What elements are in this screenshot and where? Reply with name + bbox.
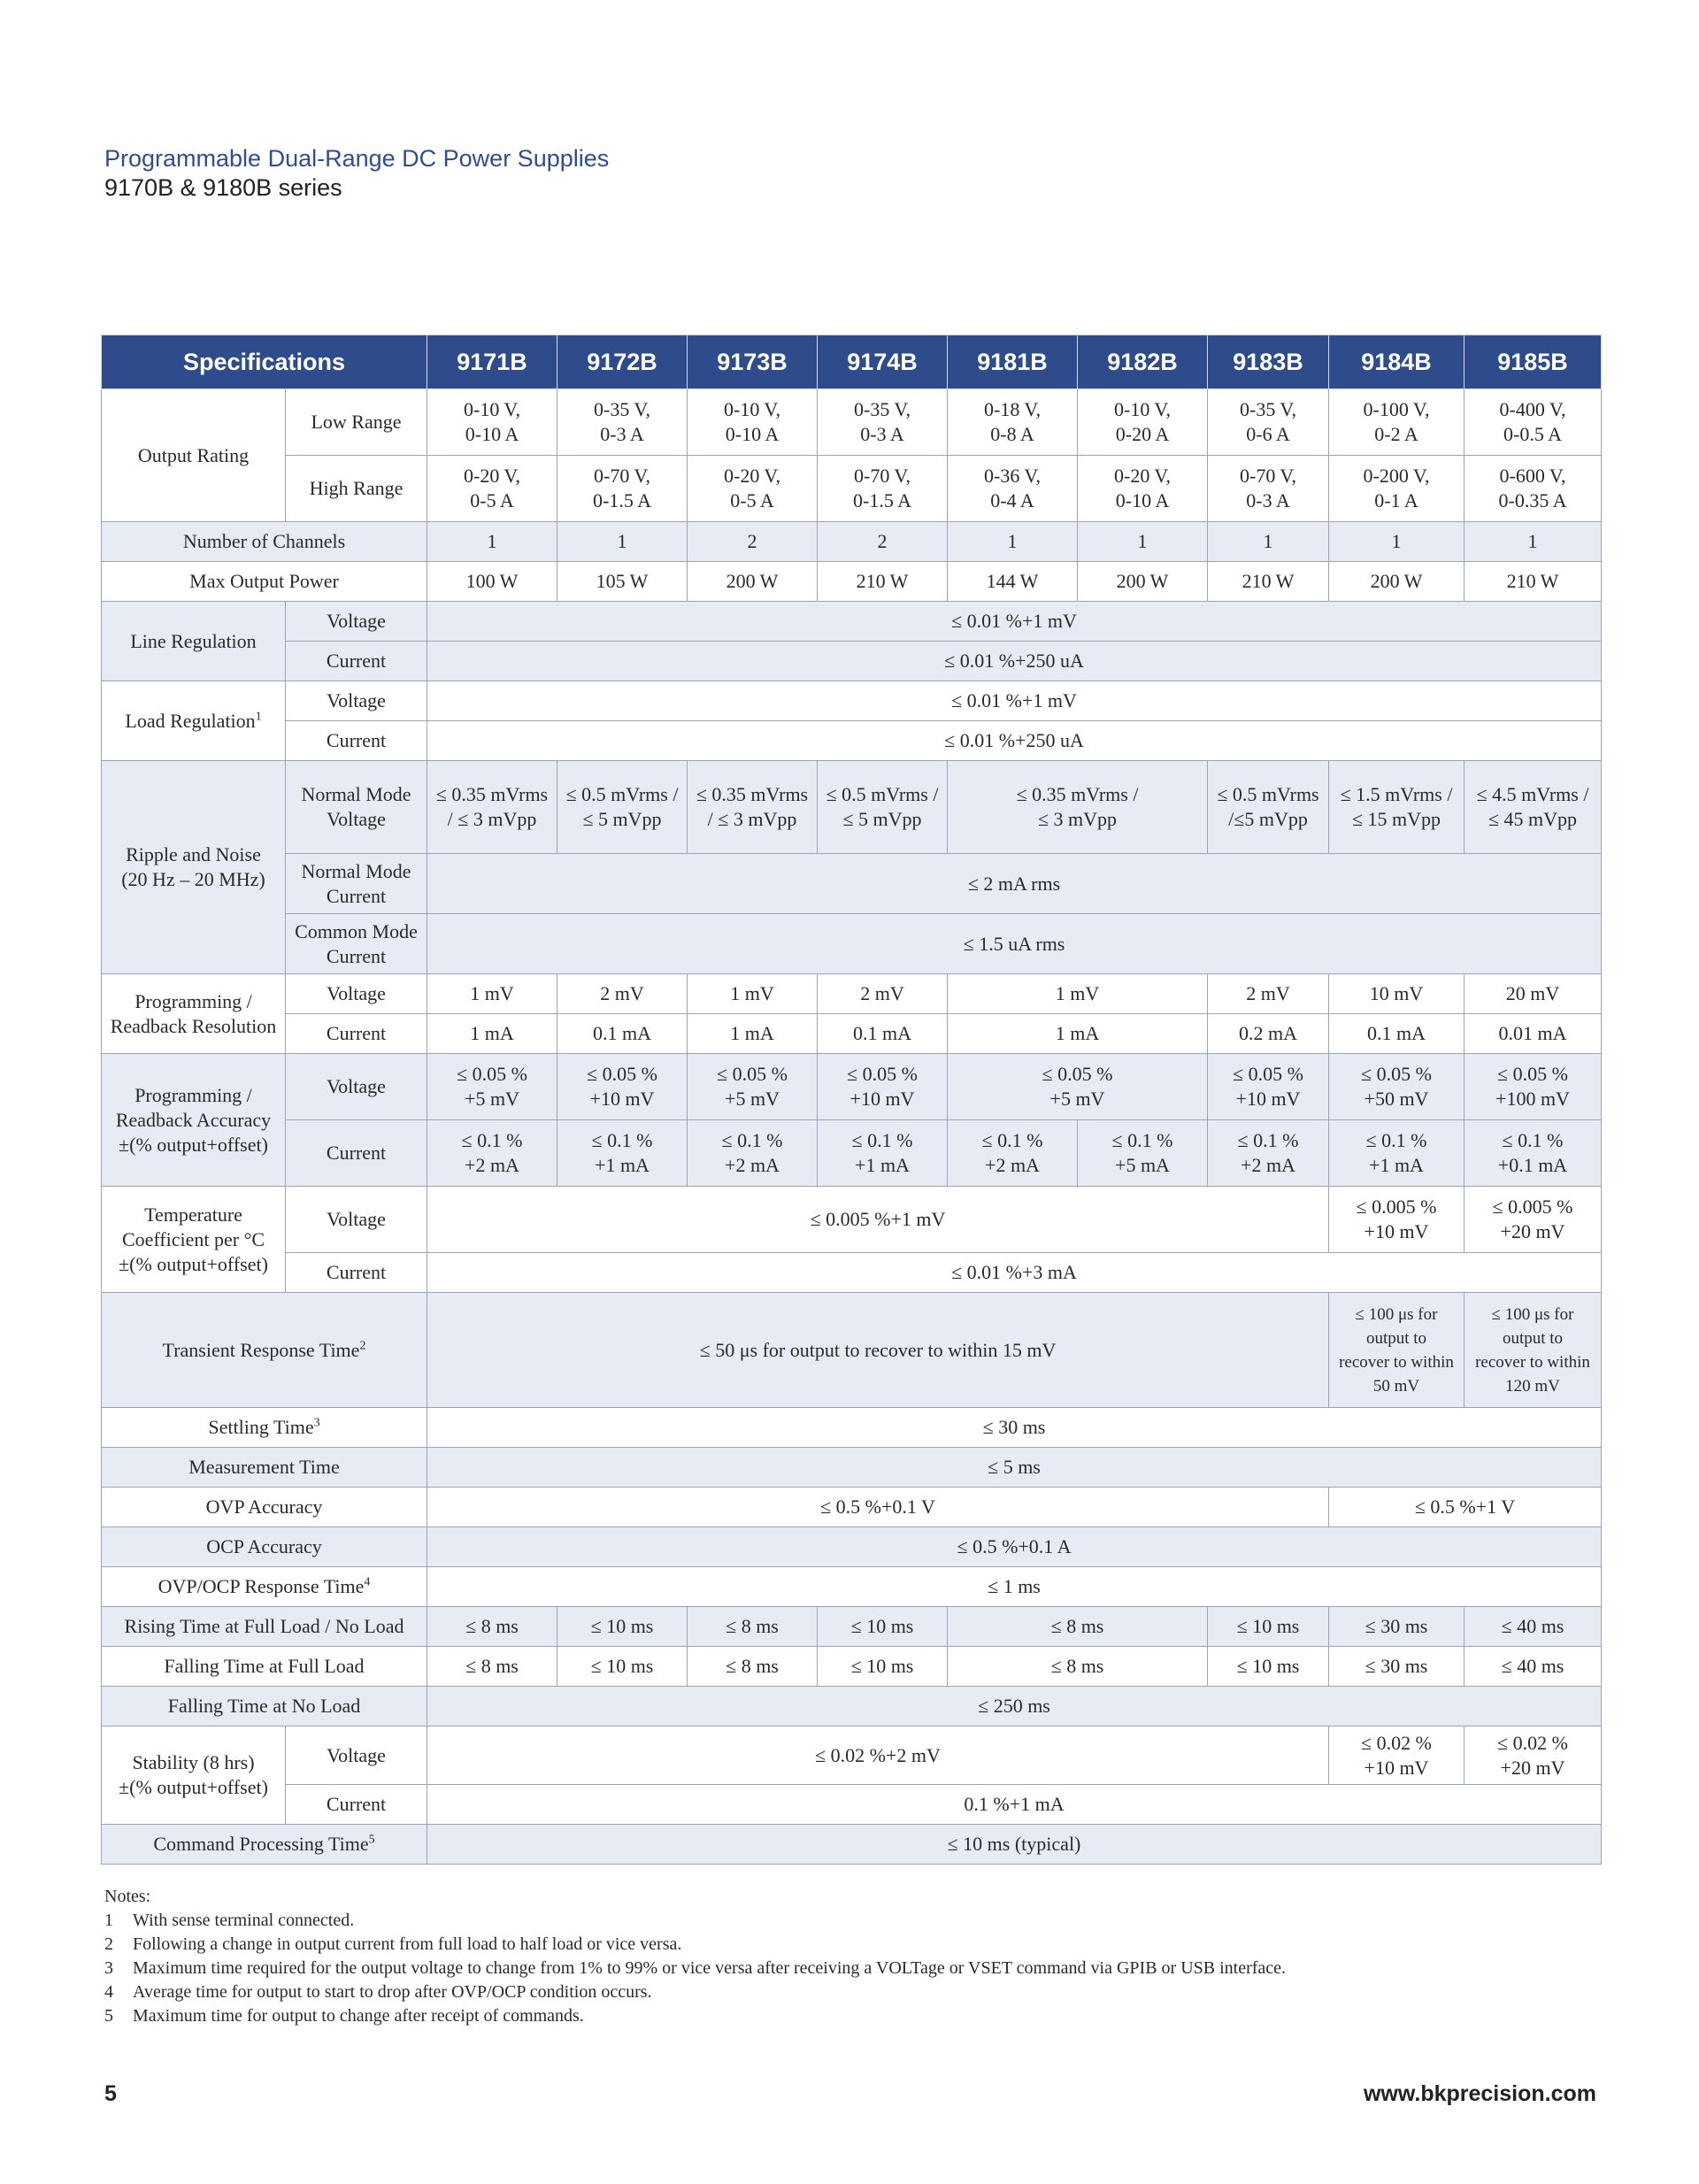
table-cell: 0-70 V, 0-1.5 A — [557, 456, 688, 522]
table-cell: ≤ 0.05 % +10 mV — [1208, 1054, 1329, 1120]
table-cell: ≤ 8 ms — [427, 1647, 557, 1687]
table-row — [102, 681, 1602, 721]
row-label-ovp: OVP Accuracy — [102, 1488, 427, 1527]
row-label-ripple-noise: Ripple and Noise (20 Hz – 20 MHz) — [102, 761, 286, 974]
table-cell: 0-400 V, 0-0.5 A — [1465, 389, 1602, 456]
note-item: 5 Maximum time for output to change after receipt of commands. — [104, 2006, 584, 2026]
table-cell: 0-35 V, 0-3 A — [818, 389, 948, 456]
table-cell: ≤ 0.1 % +2 mA — [948, 1120, 1078, 1187]
table-row — [102, 1253, 1602, 1293]
sub-label: Low Range — [286, 389, 427, 456]
table-cell: ≤ 0.05 % +5 mV — [427, 1054, 557, 1120]
table-header-row — [102, 335, 1602, 389]
table-row — [102, 974, 1602, 1014]
table-cell: ≤ 50 μs for output to recover to within 15 mV — [427, 1293, 1329, 1408]
table-cell: ≤ 40 ms — [1465, 1607, 1602, 1647]
table-row — [102, 642, 1602, 681]
table-cell: 1 — [1078, 522, 1208, 562]
table-cell: ≤ 0.5 mVrms /≤5 mVpp — [1208, 761, 1329, 854]
website-link[interactable]: www.bkprecision.com — [1363, 2081, 1596, 2106]
table-cell: ≤ 100 μs for output to recover to within 50 mV — [1329, 1293, 1465, 1408]
model-header: 9184B — [1329, 335, 1465, 389]
table-cell: ≤ 0.1 % +2 mA — [688, 1120, 818, 1187]
table-cell: ≤ 8 ms — [427, 1607, 557, 1647]
page-subtitle: 9170B & 9180B series — [104, 174, 342, 201]
table-cell: ≤ 30 ms — [427, 1408, 1602, 1448]
table-cell: ≤ 30 ms — [1329, 1607, 1465, 1647]
table-cell: 0-20 V, 0-5 A — [688, 456, 818, 522]
sub-label: Current — [286, 721, 427, 761]
table-cell: 0-10 V, 0-20 A — [1078, 389, 1208, 456]
table-cell: ≤ 8 ms — [948, 1647, 1208, 1687]
sub-label: Common Mode Current — [286, 914, 427, 974]
table-cell: ≤ 0.01 %+250 uA — [427, 721, 1602, 761]
table-cell: ≤ 0.02 % +20 mV — [1465, 1726, 1602, 1785]
table-cell: 1 — [948, 522, 1078, 562]
table-cell: ≤ 0.05 % +50 mV — [1329, 1054, 1465, 1120]
table-cell: 2 mV — [1208, 974, 1329, 1014]
table-cell: ≤ 10 ms — [557, 1607, 688, 1647]
table-row — [102, 761, 1602, 854]
table-cell: 2 mV — [557, 974, 688, 1014]
table-cell: ≤ 0.005 % +20 mV — [1465, 1187, 1602, 1253]
sub-label: Voltage — [286, 1726, 427, 1785]
table-cell: ≤ 10 ms (typical) — [427, 1825, 1602, 1865]
table-row — [102, 721, 1602, 761]
table-cell: 10 mV — [1329, 974, 1465, 1014]
table-cell: ≤ 0.35 mVrms / ≤ 3 mVpp — [948, 761, 1208, 854]
table-row — [102, 1607, 1602, 1647]
table-cell: 0-20 V, 0-5 A — [427, 456, 557, 522]
table-row — [102, 1687, 1602, 1726]
sub-label: Current — [286, 642, 427, 681]
table-cell: 200 W — [1329, 562, 1465, 602]
table-cell: 210 W — [818, 562, 948, 602]
table-cell: ≤ 0.05 % +10 mV — [557, 1054, 688, 1120]
note-item: 3 Maximum time required for the output voltage to change from 1% to 99% or vice versa after receiving a VOLTage or VSET command via GPIB or USB interface. — [104, 1958, 1287, 1978]
table-cell: 0-200 V, 0-1 A — [1329, 456, 1465, 522]
row-label-falling-full: Falling Time at Full Load — [102, 1647, 427, 1687]
table-cell: ≤ 10 ms — [818, 1647, 948, 1687]
row-label-output-rating: Output Rating — [102, 389, 286, 522]
table-cell: ≤ 0.005 % +10 mV — [1329, 1187, 1465, 1253]
table-cell: 200 W — [1078, 562, 1208, 602]
table-cell: ≤ 0.05 % +5 mV — [948, 1054, 1208, 1120]
table-cell: 105 W — [557, 562, 688, 602]
table-cell: 0-70 V, 0-3 A — [1208, 456, 1329, 522]
table-cell: ≤ 4.5 mVrms / ≤ 45 mVpp — [1465, 761, 1602, 854]
table-cell: ≤ 8 ms — [948, 1607, 1208, 1647]
page-header — [104, 143, 609, 202]
table-cell: ≤ 0.1 % +1 mA — [1329, 1120, 1465, 1187]
table-row — [102, 1785, 1602, 1825]
table-row — [102, 602, 1602, 642]
table-cell: 1 — [1329, 522, 1465, 562]
table-cell: 1 mA — [427, 1014, 557, 1054]
notes-title: Notes: — [104, 1887, 151, 1906]
table-cell: ≤ 0.35 mVrms / ≤ 3 mVpp — [688, 761, 818, 854]
table-cell: 1 mA — [688, 1014, 818, 1054]
table-cell: 0-600 V, 0-0.35 A — [1465, 456, 1602, 522]
model-header: 9174B — [818, 335, 948, 389]
table-cell: 1 — [557, 522, 688, 562]
row-label-ovp-ocp-response: OVP/OCP Response Time$^4$ — [102, 1567, 427, 1607]
table-row — [102, 1408, 1602, 1448]
table-row — [102, 1488, 1602, 1527]
table-cell: 0.1 mA — [557, 1014, 688, 1054]
sub-label: Current — [286, 1120, 427, 1187]
table-row — [102, 914, 1602, 974]
table-row — [102, 1120, 1602, 1187]
note-item: 1 With sense terminal connected. — [104, 1911, 355, 1930]
specifications-table — [101, 335, 1602, 1865]
table-row — [102, 1825, 1602, 1865]
table-cell: ≤ 0.05 % +100 mV — [1465, 1054, 1602, 1120]
table-cell: ≤ 250 ms — [427, 1687, 1602, 1726]
model-header: 9182B — [1078, 335, 1208, 389]
table-cell: 200 W — [688, 562, 818, 602]
table-cell: ≤ 0.1 % +0.1 mA — [1465, 1120, 1602, 1187]
notes-section — [104, 1885, 1286, 2028]
table-cell: 0-10 V, 0-10 A — [427, 389, 557, 456]
row-label-settling: Settling Time$^3$ — [102, 1408, 427, 1448]
table-cell: 210 W — [1465, 562, 1602, 602]
table-cell: ≤ 8 ms — [688, 1647, 818, 1687]
row-label-command-processing: Command Processing Time$^5$ — [102, 1825, 427, 1865]
table-cell: ≤ 0.05 % +5 mV — [688, 1054, 818, 1120]
table-cell: ≤ 10 ms — [1208, 1647, 1329, 1687]
table-cell: 1 — [1465, 522, 1602, 562]
table-cell: 2 — [688, 522, 818, 562]
table-cell: ≤ 0.1 % +2 mA — [427, 1120, 557, 1187]
table-cell: ≤ 0.01 %+3 mA — [427, 1253, 1602, 1293]
row-label-measurement: Measurement Time — [102, 1448, 427, 1488]
model-header: 9172B — [557, 335, 688, 389]
table-cell: ≤ 0.5 %+1 V — [1329, 1488, 1602, 1527]
table-cell: ≤ 0.5 %+0.1 A — [427, 1527, 1602, 1567]
sub-label: Voltage — [286, 974, 427, 1014]
table-row — [102, 1647, 1602, 1687]
table-cell: ≤ 5 ms — [427, 1448, 1602, 1488]
table-cell: 0-35 V, 0-6 A — [1208, 389, 1329, 456]
table-cell: ≤ 0.005 %+1 mV — [427, 1187, 1329, 1253]
row-label-load-regulation: Load Regulation$^1$ — [102, 681, 286, 761]
table-cell: ≤ 100 μs for output to recover to within 120 mV — [1465, 1293, 1602, 1408]
model-header: 9171B — [427, 335, 557, 389]
header-specifications: Specifications — [102, 335, 427, 389]
sub-label: Current — [286, 1785, 427, 1825]
row-label-transient: Transient Response Time$^2$ — [102, 1293, 427, 1408]
table-row — [102, 1187, 1602, 1253]
table-cell: 144 W — [948, 562, 1078, 602]
table-cell: 1 mA — [948, 1014, 1208, 1054]
sub-label: High Range — [286, 456, 427, 522]
table-cell: ≤ 1.5 mVrms / ≤ 15 mVpp — [1329, 761, 1465, 854]
table-cell: ≤ 2 mA rms — [427, 854, 1602, 914]
table-cell: ≤ 1.5 uA rms — [427, 914, 1602, 974]
row-label-temp-coefficient: Temperature Coefficient per °C ±(% output+offset) — [102, 1187, 286, 1293]
table-cell: ≤ 0.01 %+250 uA — [427, 642, 1602, 681]
table-cell: ≤ 1 ms — [427, 1567, 1602, 1607]
table-cell: ≤ 8 ms — [688, 1607, 818, 1647]
table-cell: 100 W — [427, 562, 557, 602]
table-row — [102, 1014, 1602, 1054]
model-header: 9183B — [1208, 335, 1329, 389]
table-cell: ≤ 0.1 % +1 mA — [818, 1120, 948, 1187]
sub-label: Normal Mode Voltage — [286, 761, 427, 854]
table-cell: 1 mV — [948, 974, 1208, 1014]
row-label-max-power: Max Output Power — [102, 562, 427, 602]
table-cell: 1 — [427, 522, 557, 562]
sub-label: Voltage — [286, 1054, 427, 1120]
table-cell: 0-70 V, 0-1.5 A — [818, 456, 948, 522]
page-number: 5 — [104, 2081, 117, 2106]
table-cell: ≤ 30 ms — [1329, 1647, 1465, 1687]
table-cell: ≤ 10 ms — [1208, 1607, 1329, 1647]
note-item: 4 Average time for output to start to drop after OVP/OCP condition occurs. — [104, 1982, 652, 2002]
table-cell: 20 mV — [1465, 974, 1602, 1014]
table-cell: 0.1 mA — [818, 1014, 948, 1054]
table-row — [102, 1726, 1602, 1785]
model-header: 9173B — [688, 335, 818, 389]
table-cell: ≤ 0.01 %+1 mV — [427, 681, 1602, 721]
table-cell: 2 — [818, 522, 948, 562]
row-label-prog-accuracy: Programming / Readback Accuracy ±(% output+offset) — [102, 1054, 286, 1187]
row-label-ocp: OCP Accuracy — [102, 1527, 427, 1567]
table-cell: 0-10 V, 0-10 A — [688, 389, 818, 456]
table-cell: ≤ 0.1 % +1 mA — [557, 1120, 688, 1187]
sub-label: Current — [286, 1014, 427, 1054]
sub-label: Voltage — [286, 602, 427, 642]
table-cell: 0-20 V, 0-10 A — [1078, 456, 1208, 522]
table-cell: 0-100 V, 0-2 A — [1329, 389, 1465, 456]
page-title: Programmable Dual-Range DC Power Supplies — [104, 145, 610, 172]
row-label-line-regulation: Line Regulation — [102, 602, 286, 681]
table-cell: ≤ 0.1 % +2 mA — [1208, 1120, 1329, 1187]
row-label-stability: Stability (8 hrs) ±(% output+offset) — [102, 1726, 286, 1825]
table-cell: ≤ 0.5 %+0.1 V — [427, 1488, 1329, 1527]
table-cell: 0-35 V, 0-3 A — [557, 389, 688, 456]
table-row — [102, 1567, 1602, 1607]
table-cell: 1 mV — [688, 974, 818, 1014]
sub-label: Normal Mode Current — [286, 854, 427, 914]
table-cell: 0.2 mA — [1208, 1014, 1329, 1054]
table-cell: ≤ 40 ms — [1465, 1647, 1602, 1687]
table-cell: ≤ 10 ms — [818, 1607, 948, 1647]
note-item: 2 Following a change in output current from full load to half load or vice versa. — [104, 1934, 682, 1954]
table-cell: ≤ 10 ms — [557, 1647, 688, 1687]
table-cell: 0.1 mA — [1329, 1014, 1465, 1054]
table-row — [102, 1054, 1602, 1120]
table-cell: ≤ 0.1 % +5 mA — [1078, 1120, 1208, 1187]
table-row — [102, 562, 1602, 602]
row-label-prog-resolution: Programming / Readback Resolution — [102, 974, 286, 1054]
sub-label: Voltage — [286, 1187, 427, 1253]
table-cell: 1 mV — [427, 974, 557, 1014]
table-cell: 210 W — [1208, 562, 1329, 602]
table-cell: 0-36 V, 0-4 A — [948, 456, 1078, 522]
table-cell: ≤ 0.02 % +10 mV — [1329, 1726, 1465, 1785]
table-row — [102, 1448, 1602, 1488]
table-cell: 0.01 mA — [1465, 1014, 1602, 1054]
table-row — [102, 1527, 1602, 1567]
model-header: 9185B — [1465, 335, 1602, 389]
table-cell: ≤ 0.35 mVrms / ≤ 3 mVpp — [427, 761, 557, 854]
table-cell: ≤ 0.5 mVrms / ≤ 5 mVpp — [818, 761, 948, 854]
table-cell: 0.1 %+1 mA — [427, 1785, 1602, 1825]
table-row — [102, 389, 1602, 456]
row-label-rising: Rising Time at Full Load / No Load — [102, 1607, 427, 1647]
row-label-channels: Number of Channels — [102, 522, 427, 562]
table-cell: ≤ 0.5 mVrms / ≤ 5 mVpp — [557, 761, 688, 854]
table-row — [102, 854, 1602, 914]
sub-label: Current — [286, 1253, 427, 1293]
table-cell: 2 mV — [818, 974, 948, 1014]
table-row — [102, 522, 1602, 562]
table-row — [102, 1293, 1602, 1408]
table-cell: ≤ 0.01 %+1 mV — [427, 602, 1602, 642]
table-cell: ≤ 0.02 %+2 mV — [427, 1726, 1329, 1785]
table-cell: 1 — [1208, 522, 1329, 562]
model-header: 9181B — [948, 335, 1078, 389]
table-row — [102, 456, 1602, 522]
row-label-falling-no-load: Falling Time at No Load — [102, 1687, 427, 1726]
table-cell: 0-18 V, 0-8 A — [948, 389, 1078, 456]
table-cell: ≤ 0.05 % +10 mV — [818, 1054, 948, 1120]
sub-label: Voltage — [286, 681, 427, 721]
